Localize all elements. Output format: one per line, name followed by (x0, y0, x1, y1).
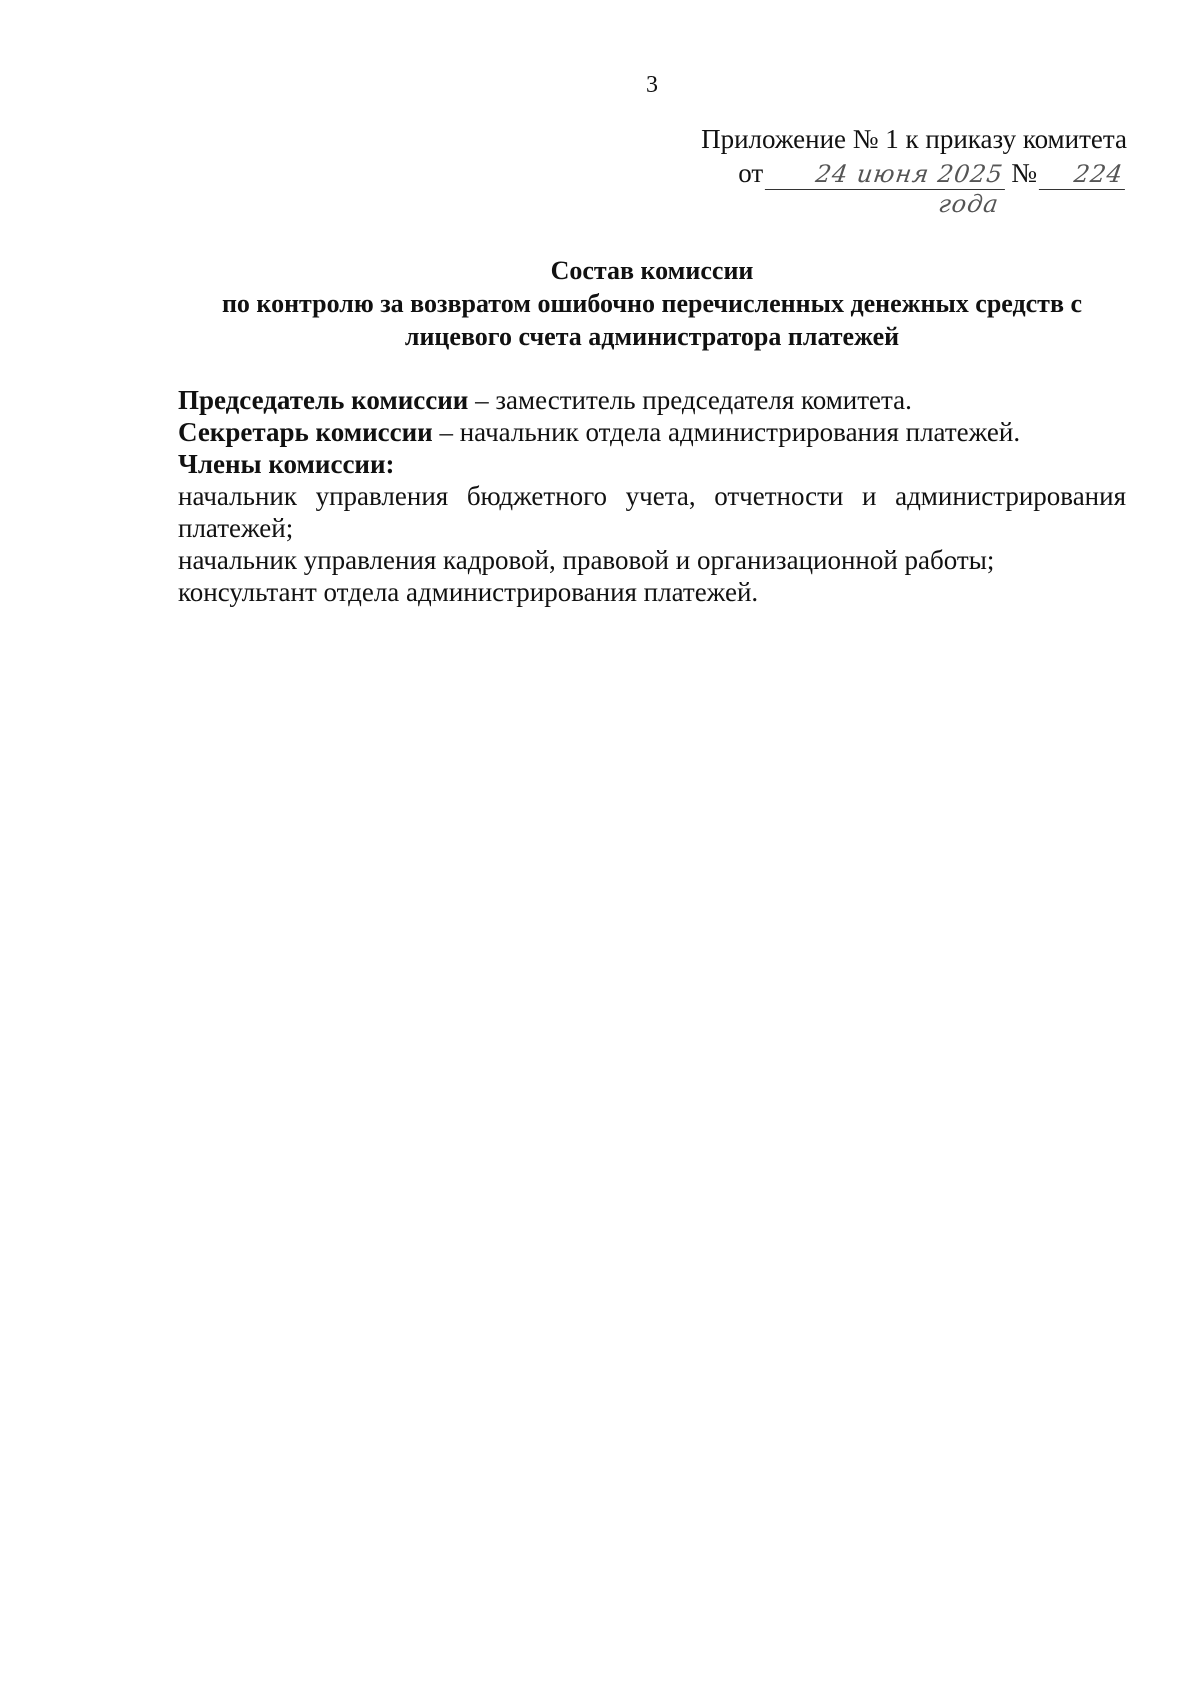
member-item: начальник управления кадровой, правовой и организационной работы; (178, 545, 995, 575)
handwritten-number: 224 (1039, 159, 1129, 190)
commission-composition (178, 384, 1126, 608)
member-item: начальник управления бюджетного учета, отчетности и администрирования платежей; (178, 481, 1126, 543)
from-label: от (738, 158, 764, 188)
appendix-date-line (701, 156, 1127, 218)
member-item: консультант отдела администрирования платежей. (178, 577, 759, 607)
document-title (178, 254, 1126, 353)
number-label: № (1011, 158, 1037, 188)
secretary-text: – начальник отдела администрирования платежей. (432, 417, 1021, 447)
members-label: Члены комиссии: (178, 449, 395, 479)
title-line-3: лицевого счета администратора платежей (404, 322, 900, 351)
page-number: 3 (646, 72, 658, 98)
chairman-label: Председатель комиссии (178, 385, 469, 415)
secretary-label: Секретарь комиссии (178, 417, 433, 447)
title-line-1: Состав комиссии (550, 256, 754, 285)
secretary-entry (178, 416, 1126, 448)
handwritten-date: 24 июня 2025 года (765, 159, 1009, 190)
chairman-entry (178, 384, 1126, 416)
appendix-header (701, 122, 1127, 218)
chairman-text: – заместитель председателя комитета. (468, 385, 912, 415)
title-line-2: по контролю за возвратом ошибочно перечисленных денежных средств с (221, 289, 1083, 318)
appendix-title: Приложение № 1 к приказу комитета (701, 124, 1127, 154)
